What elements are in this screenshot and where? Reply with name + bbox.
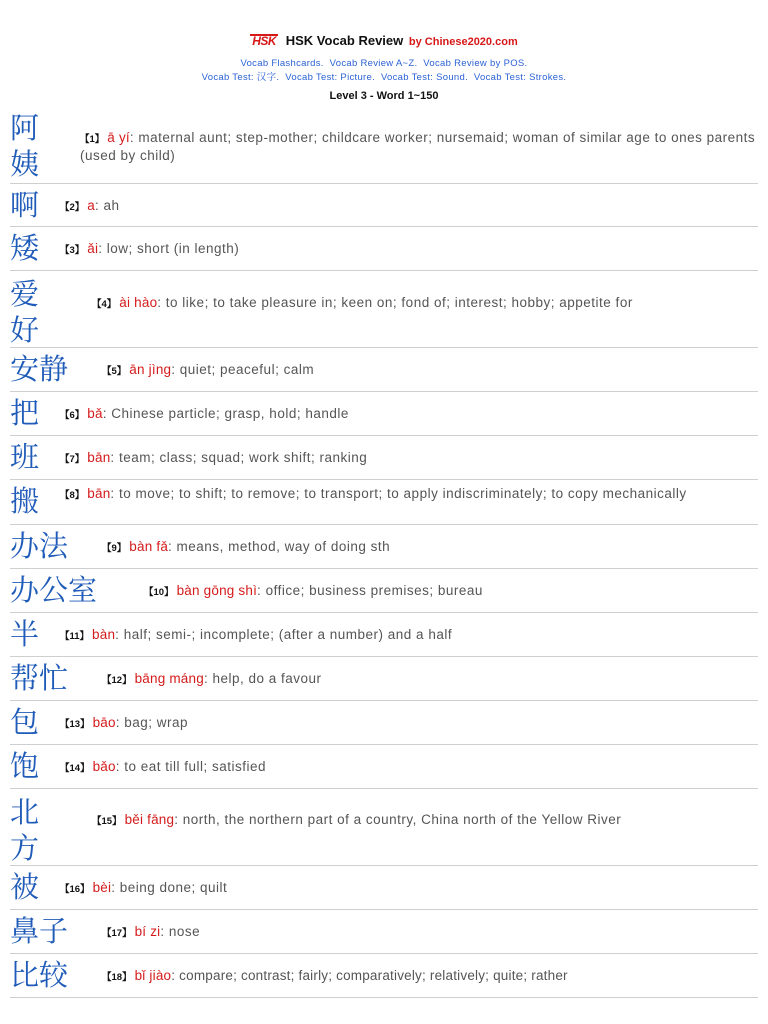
entry-meaning: Chinese particle; grasp, hold; handle xyxy=(111,406,349,421)
entry-hanzi: 把 xyxy=(10,396,40,430)
link-vocab-review-a-z[interactable]: Vocab Review A~Z. xyxy=(329,58,418,69)
entry-definition: 【11】 bàn: half; semi-; incomplete; (after a number) and a half xyxy=(60,627,453,642)
link-test-sound[interactable]: Vocab Test: Sound. xyxy=(380,72,469,83)
entry-hanzi: 搬 xyxy=(10,484,40,518)
entry-pinyin: běi fāng xyxy=(124,812,175,827)
entry-pinyin: bèi xyxy=(92,880,112,895)
entry-hanzi: 班 xyxy=(10,440,40,474)
entry-meaning: to move; to shift; to remove; to transport; to apply indiscriminately; to copy mechanically xyxy=(118,486,687,501)
entry-number: 【3】 xyxy=(60,245,85,256)
entry-definition: 【18】 bǐ jiào: compare; contrast; fairly; comparatively; relatively; quite; rather xyxy=(102,968,568,983)
entry-number: 【5】 xyxy=(102,366,127,377)
entry-pinyin: a xyxy=(87,198,96,213)
entry-hanzi: 啊 xyxy=(10,188,40,222)
entry-pinyin: bàn xyxy=(92,627,116,642)
entry-pinyin: bān xyxy=(87,450,111,465)
entry-meaning: help, do a favour xyxy=(212,671,322,686)
vocab-entry xyxy=(10,110,758,184)
entry-hanzi: 办法 xyxy=(10,529,69,563)
vocab-entry xyxy=(10,525,758,569)
entry-meaning: ah xyxy=(103,198,120,213)
entry-number: 【12】 xyxy=(102,675,132,686)
nav-links-row-2 xyxy=(0,69,768,83)
entry-pinyin: ā yí xyxy=(107,130,130,145)
entry-pinyin: ān jìng xyxy=(129,362,172,377)
link-test-strokes[interactable]: Vocab Test: Strokes. xyxy=(473,72,567,83)
vocab-entry xyxy=(10,954,758,998)
entry-hanzi: 安静 xyxy=(10,352,69,386)
vocab-entry xyxy=(10,436,758,480)
entry-meaning: bag; wrap xyxy=(124,715,189,730)
vocab-entry xyxy=(10,184,758,227)
entry-definition: 【12】 bāng máng: help, do a favour xyxy=(102,671,322,686)
entry-number: 【15】 xyxy=(92,816,122,827)
entry-meaning: half; semi-; incomplete; (after a number) and a half xyxy=(123,627,453,642)
entry-number: 【18】 xyxy=(102,972,132,983)
vocab-entry xyxy=(10,227,758,271)
entry-number: 【2】 xyxy=(60,202,85,213)
entry-definition: 【9】 bàn fǎ: means, method, way of doing sth xyxy=(102,539,391,554)
entry-meaning: nose xyxy=(168,924,201,939)
entry-hanzi: 半 xyxy=(10,617,40,651)
entry-definition: 【3】 ǎi: low; short (in length) xyxy=(60,241,240,256)
vocab-entry xyxy=(10,789,758,866)
level-heading: Level 3 - Word 1~150 xyxy=(329,90,439,102)
page-title: HSK Vocab Review xyxy=(285,33,404,48)
entry-number: 【7】 xyxy=(60,454,85,465)
entry-hanzi: 比较 xyxy=(10,958,69,992)
entry-pinyin: bàn gōng shì xyxy=(176,583,258,598)
entry-number: 【9】 xyxy=(102,543,127,554)
entry-pinyin: bāng máng xyxy=(134,671,204,686)
entry-number: 【1】 xyxy=(80,134,105,145)
vocab-entry xyxy=(10,745,758,789)
entry-pinyin: bāo xyxy=(92,715,116,730)
entry-definition: 【16】 bèi: being done; quilt xyxy=(60,880,228,895)
site-credit-link[interactable]: by Chinese2020.com xyxy=(408,36,518,48)
entry-pinyin: bān xyxy=(87,486,111,501)
entry-definition: 【6】 bǎ: Chinese particle; grasp, hold; handle xyxy=(60,406,349,421)
link-test-hanzi[interactable]: Vocab Test: 汉字. xyxy=(201,72,280,83)
entry-meaning: being done; quilt xyxy=(119,880,228,895)
vocab-entry xyxy=(10,480,758,525)
vocab-entry xyxy=(10,271,758,348)
entry-definition: 【4】 ài hào: to like; to take pleasure in; keen on; fond of; interest; hobby; appetite for xyxy=(92,295,633,310)
vocab-entry xyxy=(10,569,758,613)
link-test-picture[interactable]: Vocab Test: Picture. xyxy=(285,72,376,83)
entry-pinyin: ǎi xyxy=(87,241,99,256)
entry-hanzi: 矮 xyxy=(10,231,40,265)
link-vocab-review-pos[interactable]: Vocab Review by POS. xyxy=(423,58,528,69)
entry-meaning: low; short (in length) xyxy=(106,241,240,256)
entry-number: 【14】 xyxy=(60,763,90,774)
entry-pinyin: bí zi xyxy=(134,924,161,939)
vocab-entry xyxy=(10,657,758,701)
entry-hanzi: 爱好 xyxy=(10,277,40,347)
entry-definition: 【13】 bāo: bag; wrap xyxy=(60,715,189,730)
entry-meaning: maternal aunt; step-mother; childcare worker; nursemaid; woman of similar age to ones parents (used by child) xyxy=(80,130,756,163)
entry-meaning: compare; contrast; fairly; comparatively; relatively; quite; rather xyxy=(179,968,568,983)
entry-definition: 【14】 bǎo: to eat till full; satisfied xyxy=(60,759,267,774)
page-header xyxy=(0,0,768,110)
vocab-entry xyxy=(10,348,758,392)
title-line xyxy=(0,33,768,48)
hsk-logo: HSK xyxy=(252,34,277,48)
entry-number: 【16】 xyxy=(60,884,90,895)
entry-meaning: team; class; squad; work shift; ranking xyxy=(118,450,368,465)
entry-number: 【6】 xyxy=(60,410,85,421)
entry-hanzi: 包 xyxy=(10,705,40,739)
entry-hanzi: 北方 xyxy=(10,795,40,865)
entry-meaning: to like; to take pleasure in; keen on; fond of; interest; hobby; appetite for xyxy=(165,295,633,310)
entry-definition: 【7】 bān: team; class; squad; work shift; ranking xyxy=(60,450,368,465)
entry-meaning: north, the northern part of a country, China north of the Yellow River xyxy=(182,812,622,827)
entry-meaning: office; business premises; bureau xyxy=(265,583,483,598)
entry-definition: 【15】 běi fāng: north, the northern part of a country, China north of the Yellow River xyxy=(92,812,622,827)
entry-definition: 【2】 a: ah xyxy=(60,198,120,213)
vocab-entry xyxy=(10,866,758,910)
nav-links-row-1 xyxy=(0,58,768,69)
entry-hanzi: 帮忙 xyxy=(10,661,69,695)
entry-number: 【17】 xyxy=(102,928,132,939)
entry-hanzi: 鼻子 xyxy=(10,914,69,948)
entry-definition: 【10】 bàn gōng shì: office; business premises; bureau xyxy=(144,583,483,598)
entry-meaning: quiet; peaceful; calm xyxy=(179,362,315,377)
vocab-entry xyxy=(10,910,758,954)
vocab-list xyxy=(10,110,758,998)
entry-number: 【11】 xyxy=(60,631,90,642)
entry-definition: 【5】 ān jìng: quiet; peaceful; calm xyxy=(102,362,315,377)
entry-meaning: means, method, way of doing sth xyxy=(176,539,391,554)
entry-hanzi: 阿姨 xyxy=(10,111,40,181)
entry-pinyin: bǐ jiào xyxy=(134,968,172,983)
entry-hanzi: 饱 xyxy=(10,749,40,783)
link-vocab-flashcards[interactable]: Vocab Flashcards. xyxy=(240,58,324,69)
entry-definition: 【1】 ā yí: maternal aunt; step-mother; childcare worker; nursemaid; woman of similar age to ones parents (used by child) xyxy=(80,130,756,163)
entry-pinyin: bǎo xyxy=(92,759,116,774)
entry-number: 【8】 xyxy=(60,490,85,501)
entry-meaning: to eat till full; satisfied xyxy=(124,759,267,774)
entry-definition: 【17】 bí zi: nose xyxy=(102,924,201,939)
vocab-entry xyxy=(10,613,758,657)
entry-hanzi: 被 xyxy=(10,870,40,904)
entry-definition: 【8】 bān: to move; to shift; to remove; to transport; to apply indiscriminately; to copy mechanically xyxy=(60,486,687,501)
entry-pinyin: bǎ xyxy=(87,406,103,421)
entry-number: 【4】 xyxy=(92,299,117,310)
vocab-entry xyxy=(10,701,758,745)
entry-number: 【10】 xyxy=(144,587,174,598)
entry-pinyin: ài hào xyxy=(119,295,158,310)
entry-number: 【13】 xyxy=(60,719,90,730)
entry-hanzi: 办公室 xyxy=(10,573,98,607)
vocab-entry xyxy=(10,392,758,436)
entry-pinyin: bàn fǎ xyxy=(129,539,169,554)
